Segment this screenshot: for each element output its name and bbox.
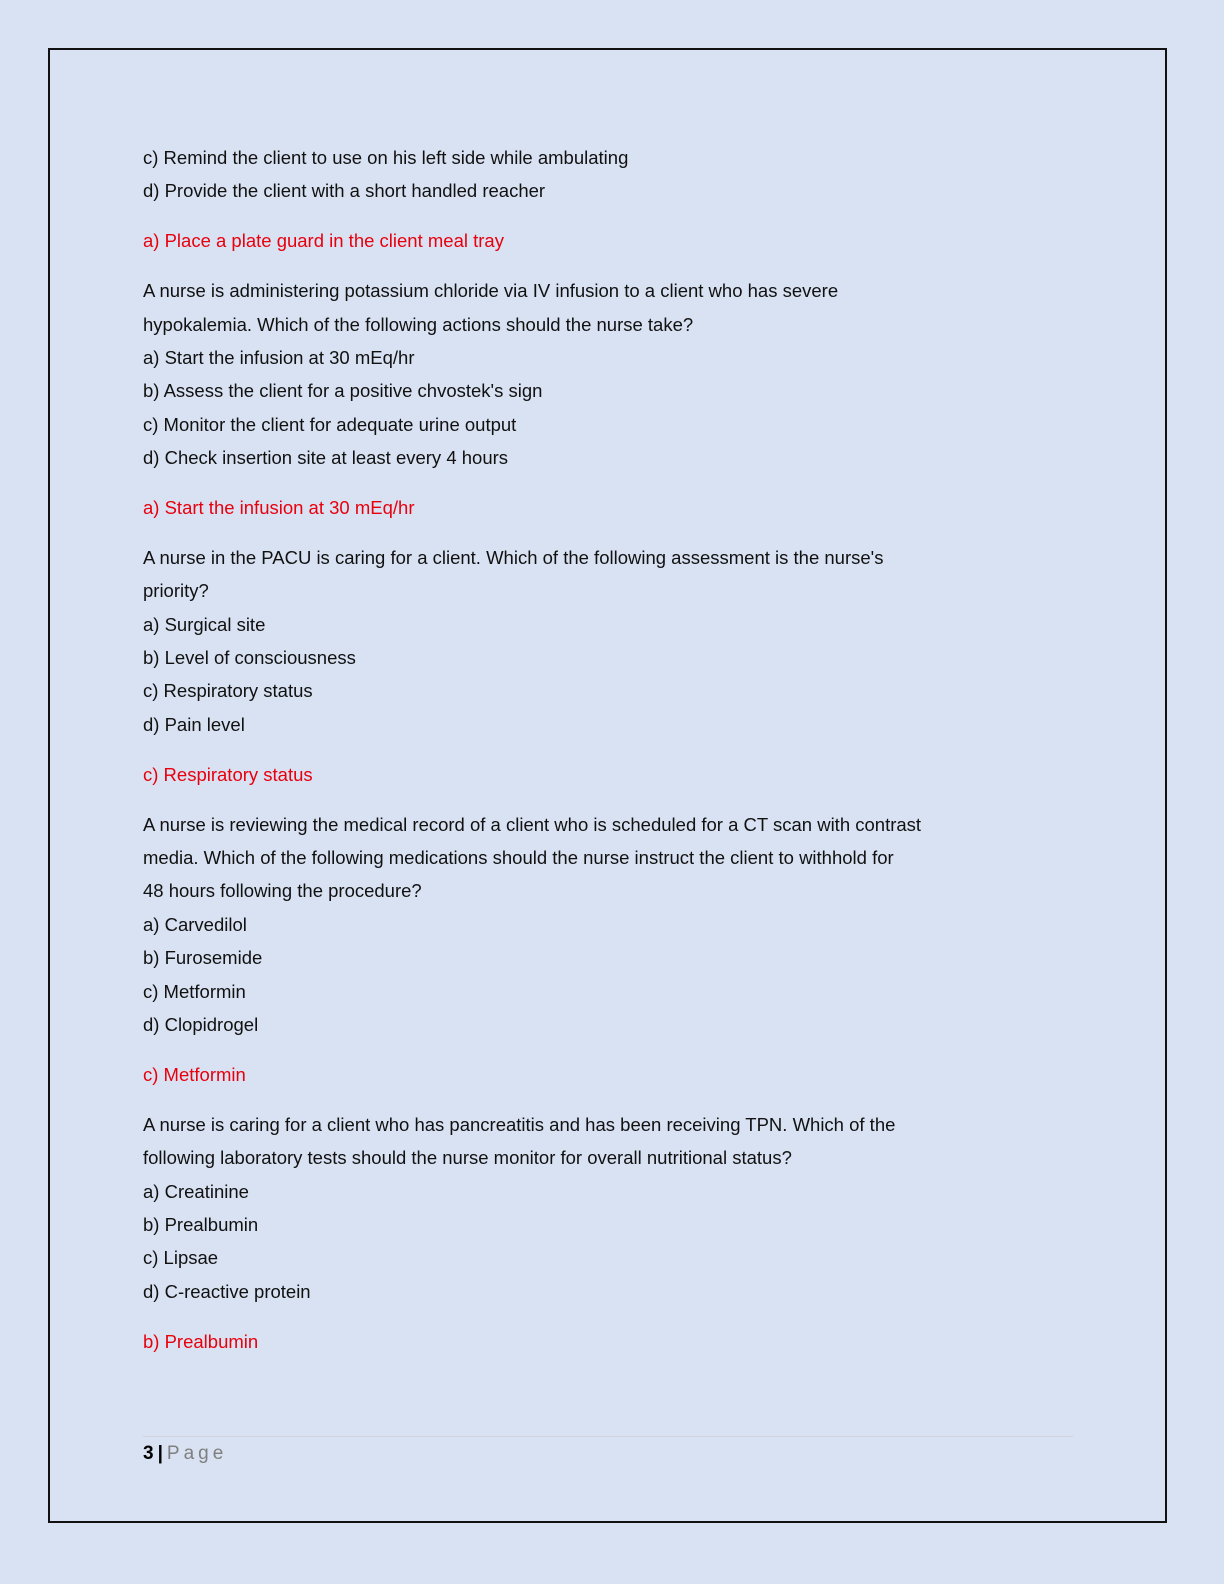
- question-text: A nurse is reviewing the medical record of a client who is scheduled for a CT scan with contrast: [143, 813, 922, 835]
- page-number: 3: [143, 1443, 154, 1464]
- answer-option: b) Prealbumin: [143, 1213, 259, 1235]
- answer-option: b) Level of consciousness: [143, 647, 356, 669]
- answer-option: a) Carvedilol: [143, 913, 247, 935]
- correct-answer: c) Metformin: [143, 1063, 246, 1085]
- document-body: [143, 141, 1083, 1358]
- answer-option: a) Start the infusion at 30 mEq/hr: [143, 346, 415, 368]
- correct-answer: a) Place a plate guard in the client meal tray: [143, 230, 504, 252]
- question-block: [143, 541, 1083, 741]
- correct-answer: c) Respiratory status: [143, 763, 313, 785]
- question-block: [143, 808, 1083, 1042]
- question-text: media. Which of the following medications should the nurse instruct the client to withhold for: [143, 847, 894, 869]
- answer-option: d) Check insertion site at least every 4 hours: [143, 447, 509, 469]
- correct-answer: b) Prealbumin: [143, 1330, 259, 1352]
- answer-option: c) Monitor the client for adequate urine output: [143, 413, 517, 435]
- answer-option: d) Clopidrogel: [143, 1013, 259, 1035]
- page-footer: [143, 1441, 227, 1467]
- answer-option: d) C-reactive protein: [143, 1280, 311, 1302]
- footer-divider: [143, 1436, 1073, 1437]
- question-text: following laboratory tests should the nurse monitor for overall nutritional status?: [143, 1147, 792, 1169]
- question-block: [143, 274, 1083, 474]
- answer-option: c) Lipsae: [143, 1247, 219, 1269]
- question-text: 48 hours following the procedure?: [143, 880, 422, 902]
- page-label: Page: [166, 1443, 228, 1464]
- answer-option: d) Provide the client with a short handled reacher: [143, 180, 546, 202]
- answer-option: a) Surgical site: [143, 613, 266, 635]
- answer-option: d) Pain level: [143, 713, 245, 735]
- answer-option: c) Remind the client to use on his left side while ambulating: [143, 147, 629, 168]
- answer-option: c) Respiratory status: [143, 680, 313, 702]
- answer-option: b) Furosemide: [143, 947, 263, 969]
- footer-separator: |: [157, 1443, 163, 1464]
- answer-option: a) Creatinine: [143, 1180, 249, 1202]
- question-text: hypokalemia. Which of the following actions should the nurse take?: [143, 313, 694, 335]
- answer-option: b) Assess the client for a positive chvostek's sign: [143, 380, 543, 402]
- answer-option: c) Metformin: [143, 980, 246, 1002]
- question-text: A nurse in the PACU is caring for a client. Which of the following assessment is the nurse's: [143, 546, 884, 568]
- question-block: [143, 1108, 1083, 1308]
- question-text: A nurse is caring for a client who has pancreatitis and has been receiving TPN. Which of the: [143, 1113, 896, 1135]
- question-text: A nurse is administering potassium chloride via IV infusion to a client who has severe: [143, 280, 839, 302]
- correct-answer: a) Start the infusion at 30 mEq/hr: [143, 497, 415, 519]
- question-block: [143, 141, 1083, 208]
- question-text: priority?: [143, 580, 209, 602]
